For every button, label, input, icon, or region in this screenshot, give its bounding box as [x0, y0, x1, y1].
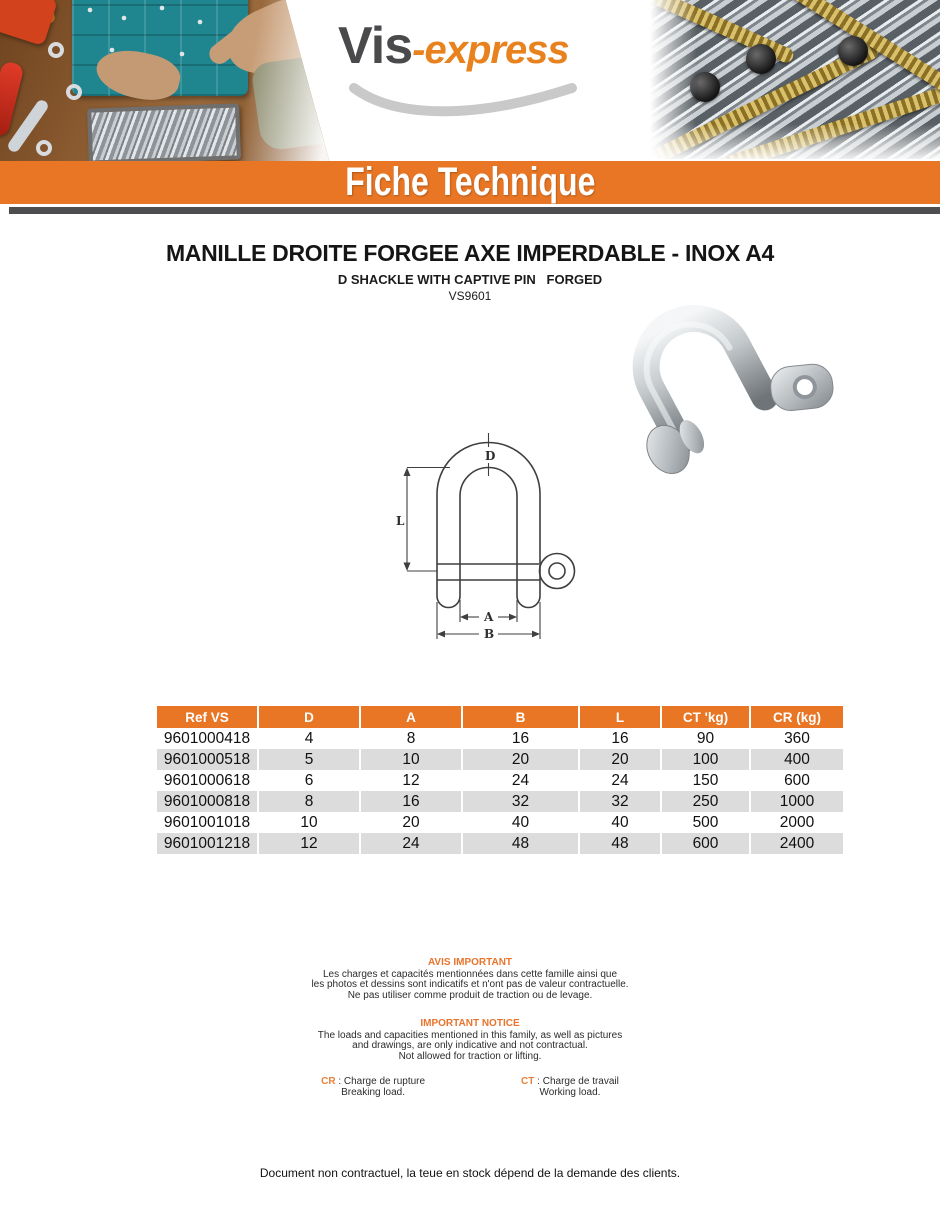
- avis-line: les photos et dessins sont indicatifs et n'ont pas de valeur contractuelle.: [311, 979, 629, 990]
- cr-abbr: CR: [321, 1076, 336, 1087]
- cell-cr: 400: [750, 749, 843, 770]
- dim-label-l: L: [396, 514, 405, 528]
- table-row: [157, 770, 843, 791]
- cell-ref: 9601001218: [157, 833, 258, 854]
- col-header-d: D: [258, 706, 360, 728]
- cell-b: 40: [462, 812, 579, 833]
- cell-ref: 9601000418: [157, 728, 258, 749]
- logo-swoosh: [344, 80, 584, 122]
- notice-line: and drawings, are only indicative and not contractual.: [352, 1040, 588, 1051]
- cell-a: 20: [360, 812, 462, 833]
- notice-line: Not allowed for traction or lifting.: [398, 1050, 542, 1062]
- screw-shape: [714, 80, 940, 159]
- cell-d: 5: [258, 749, 360, 770]
- screws-photo: [650, 0, 940, 159]
- avis-line: Ne pas utiliser comme produit de traction ou de levage.: [347, 989, 593, 1001]
- screw-tray-shape: [87, 103, 241, 161]
- wrench-shape: [6, 98, 50, 154]
- cell-l: 24: [579, 770, 661, 791]
- product-photo: [578, 294, 836, 486]
- avis-line: Les charges et capacités mentionnées dans cette famille ainsi que: [322, 968, 618, 980]
- washer-shape: [66, 84, 82, 100]
- hand-shape: [217, 0, 331, 87]
- technical-drawing: [388, 430, 613, 658]
- cell-ref: 9601000818: [157, 791, 258, 812]
- screw-shape: [781, 0, 940, 97]
- cell-b: 32: [462, 791, 579, 812]
- cell-l: 20: [579, 749, 661, 770]
- legend-ct: [521, 1076, 619, 1098]
- dim-label-a: A: [484, 610, 494, 624]
- screw-shape: [650, 42, 881, 159]
- cell-ref: 9601001018: [157, 812, 258, 833]
- table-row: [157, 833, 843, 854]
- dim-label-d: D: [485, 449, 496, 463]
- avis-important-block: [0, 958, 940, 1001]
- ct-text: : Charge de travail: [534, 1076, 619, 1087]
- table-row: [157, 812, 843, 833]
- cell-ct: 600: [661, 833, 750, 854]
- abbreviation-legend: [0, 1076, 940, 1098]
- screwdriver-shape: [0, 60, 25, 137]
- cell-a: 24: [360, 833, 462, 854]
- cell-cr: 2000: [750, 812, 843, 833]
- cell-a: 12: [360, 770, 462, 791]
- washer-shape: [48, 42, 64, 58]
- cell-d: 6: [258, 770, 360, 791]
- cell-ct: 100: [661, 749, 750, 770]
- vis-express-logo: [338, 16, 638, 136]
- cell-ct: 250: [661, 791, 750, 812]
- col-header-ct: CT 'kg): [661, 706, 750, 728]
- notice-title: IMPORTANT NOTICE: [420, 1018, 520, 1029]
- fiche-technique-banner: [0, 161, 940, 204]
- cr-text: : Charge de rupture: [335, 1076, 426, 1087]
- dim-label-b: B: [484, 627, 495, 641]
- cell-d: 12: [258, 833, 360, 854]
- logo-text-express: -express: [412, 28, 569, 72]
- divider-bar: [9, 207, 940, 214]
- cell-l: 16: [579, 728, 661, 749]
- cell-l: 48: [579, 833, 661, 854]
- table-row: [157, 791, 843, 812]
- cell-cr: 600: [750, 770, 843, 791]
- cell-cr: 360: [750, 728, 843, 749]
- cell-d: 4: [258, 728, 360, 749]
- col-header-a: A: [360, 706, 462, 728]
- cell-l: 32: [579, 791, 661, 812]
- screw-shape: [650, 0, 796, 65]
- screw-head-shape: [746, 44, 776, 74]
- cell-ct: 150: [661, 770, 750, 791]
- cell-l: 40: [579, 812, 661, 833]
- cell-ref: 9601000518: [157, 749, 258, 770]
- cell-cr: 2400: [750, 833, 843, 854]
- col-header-l: L: [579, 706, 661, 728]
- hand-shape: [92, 44, 184, 106]
- col-header-ref: Ref VS: [157, 706, 258, 728]
- avis-title: AVIS IMPORTANT: [427, 957, 513, 968]
- orange-tool-shape: [14, 0, 56, 29]
- banner-title: Fiche Technique: [344, 161, 596, 204]
- col-header-b: B: [462, 706, 579, 728]
- washer-shape: [36, 140, 52, 156]
- legend-cr: [321, 1076, 425, 1098]
- table-row: [157, 728, 843, 749]
- cell-a: 10: [360, 749, 462, 770]
- logo-text-vis: Vis: [338, 17, 413, 75]
- hand-shape: [205, 20, 258, 68]
- cell-b: 24: [462, 770, 579, 791]
- workshop-photo: [0, 0, 336, 161]
- dimensions-table: [157, 706, 843, 854]
- cell-ct: 90: [661, 728, 750, 749]
- important-notice-block: [0, 1019, 940, 1062]
- cell-b: 48: [462, 833, 579, 854]
- cell-cr: 1000: [750, 791, 843, 812]
- sleeve-shape: [250, 52, 336, 152]
- cell-b: 16: [462, 728, 579, 749]
- ct-abbr: CT: [521, 1076, 535, 1087]
- table-row: [157, 749, 843, 770]
- red-tool-shape: [0, 0, 58, 46]
- notice-line: The loads and capacities mentioned in this family, as well as pictures: [317, 1029, 623, 1041]
- cell-ref: 9601000618: [157, 770, 258, 791]
- cell-a: 8: [360, 728, 462, 749]
- product-subtitle: D SHACKLE WITH CAPTIVE PIN FORGED: [337, 272, 603, 287]
- cr-subtext: Breaking load.: [341, 1087, 406, 1098]
- screw-head-shape: [838, 36, 868, 66]
- shackle-group: [599, 294, 836, 486]
- table-header-row: [157, 706, 843, 728]
- product-reference: VS9601: [448, 289, 492, 303]
- organizer-box-shape: [72, 0, 248, 96]
- cell-d: 10: [258, 812, 360, 833]
- cell-ct: 500: [661, 812, 750, 833]
- screw-head-shape: [690, 72, 720, 102]
- product-title: MANILLE DROITE FORGEE AXE IMPERDABLE - INOX A4: [165, 240, 775, 266]
- footer-note: Document non contractuel, la teue en stock dépend de la demande des clients.: [259, 1166, 681, 1180]
- ct-subtext: Working load.: [539, 1087, 601, 1098]
- col-header-cr: CR (kg): [750, 706, 843, 728]
- cell-a: 16: [360, 791, 462, 812]
- cell-b: 20: [462, 749, 579, 770]
- cell-d: 8: [258, 791, 360, 812]
